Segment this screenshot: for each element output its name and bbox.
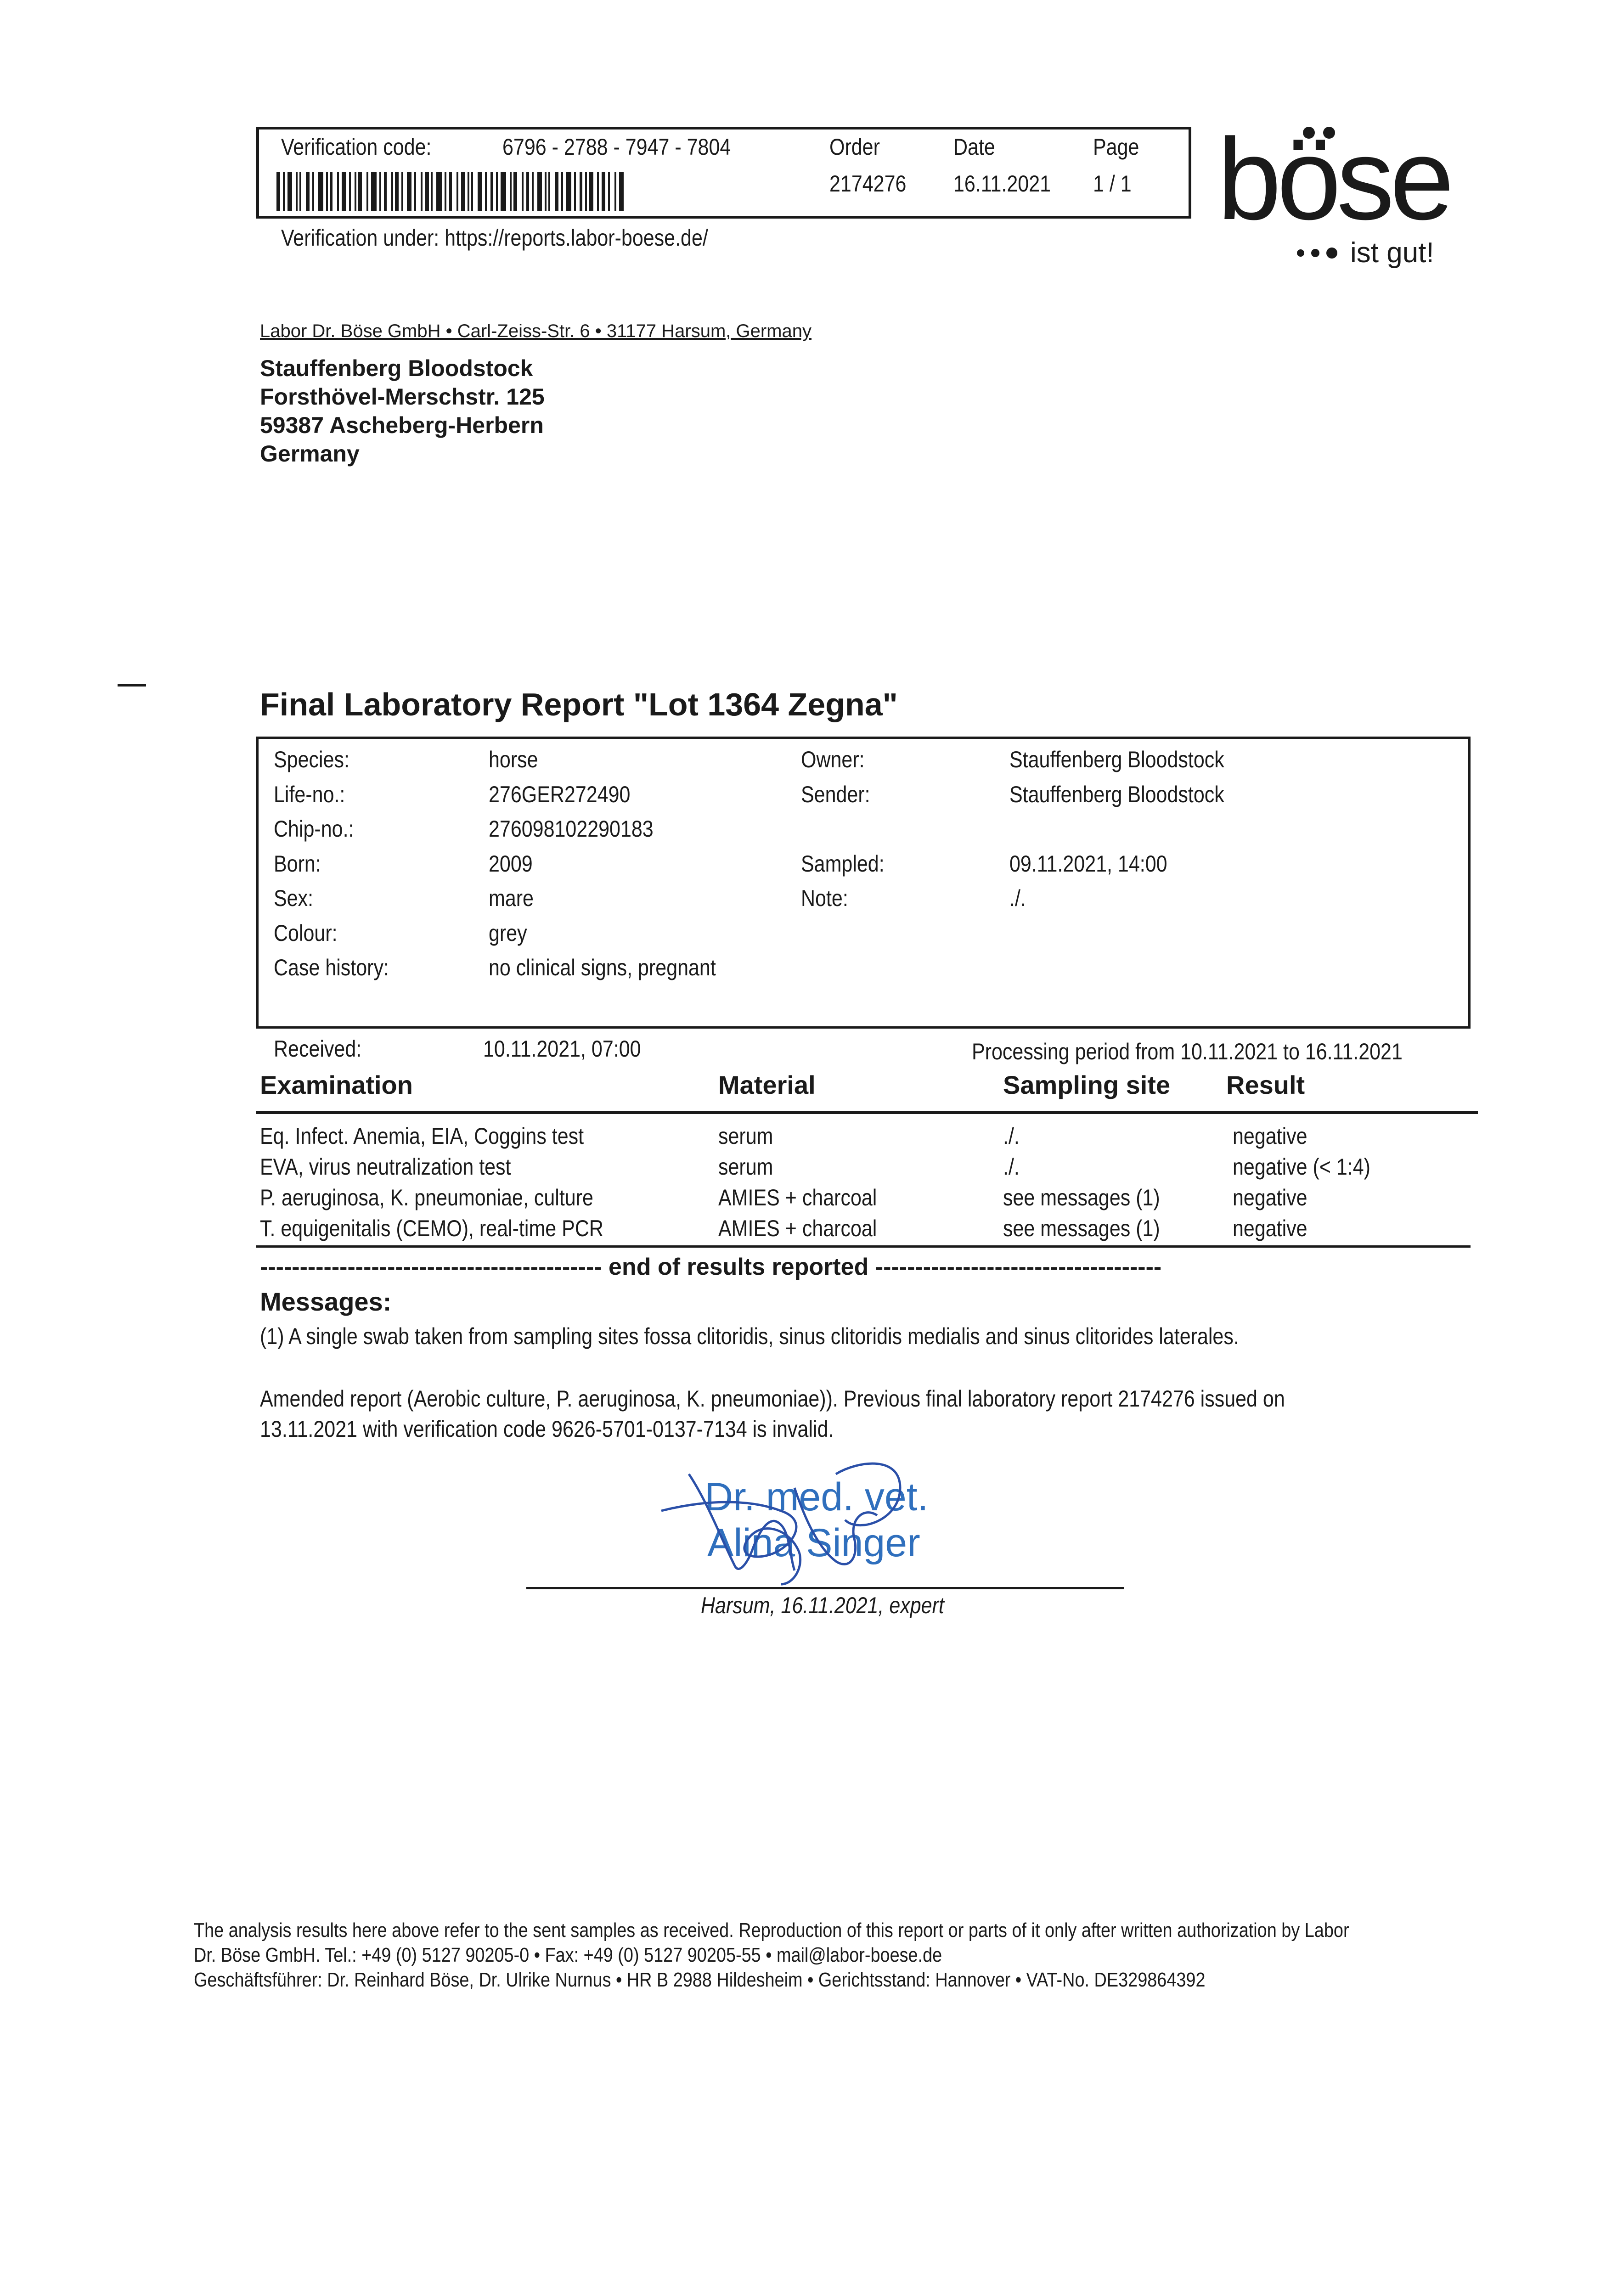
amendment-line-1: Amended report (Aerobic culture, P. aeruginosa, K. pneumoniae)). Previous final laboratory report 2174276 issued on (260, 1386, 1285, 1412)
footer-line-3: Geschäftsführer: Dr. Reinhard Böse, Dr. Ulrike Nurnus • HR B 2988 Hildesheim • Gerichtsstand: Hannover • VAT-No. DE329864392 (194, 1969, 1206, 1991)
boese-logo (1217, 117, 1474, 269)
logo-wordmark: böse (1217, 117, 1450, 244)
sender-value: Stauffenberg Bloodstock (1009, 782, 1224, 807)
slogan-dot-3 (1326, 248, 1337, 259)
recipient-line-4: Germany (260, 441, 360, 467)
case-history-label: Case history: (274, 955, 389, 980)
slogan-dot-2 (1311, 249, 1319, 257)
signature-line (526, 1587, 1124, 1589)
row2-examination: EVA, virus neutralization test (260, 1154, 511, 1180)
page-label: Page (1093, 134, 1139, 160)
sex-value: mare (489, 885, 534, 911)
row2-result: negative (< 1:4) (1233, 1154, 1370, 1180)
date-value: 16.11.2021 (953, 171, 1051, 197)
owner-value: Stauffenberg Bloodstock (1009, 747, 1224, 772)
colour-value: grey (489, 920, 527, 946)
footer-line-1: The analysis results here above refer to the sent samples as received. Reproduction of this report or parts of it only after written authorization by Labor (194, 1919, 1349, 1941)
recipient-line-1: Stauffenberg Bloodstock (260, 355, 533, 381)
row4-material: AMIES + charcoal (718, 1216, 877, 1241)
col-header-result: Result (1226, 1070, 1305, 1099)
row1-examination: Eq. Infect. Anemia, EIA, Coggins test (260, 1123, 584, 1149)
col-header-examination: Examination (260, 1070, 413, 1099)
born-label: Born: (274, 851, 321, 877)
note-value: ./. (1009, 885, 1026, 911)
species-value: horse (489, 747, 538, 772)
signature-caption: Harsum, 16.11.2021, expert (701, 1593, 944, 1618)
recipient-line-3: 59387 Ascheberg-Herbern (260, 412, 544, 438)
signature-name-line-2: Alina Singer (707, 1521, 920, 1565)
amendment-line-2: 13.11.2021 with verification code 9626-5701-0137-7134 is invalid. (260, 1416, 834, 1442)
sampled-label: Sampled: (801, 851, 885, 877)
species-label: Species: (274, 747, 349, 772)
fold-mark (118, 684, 146, 687)
verification-label: Verification code: (281, 134, 432, 160)
row3-result: negative (1233, 1185, 1307, 1210)
row4-result: negative (1233, 1216, 1307, 1241)
row1-sampling-site: ./. (1003, 1123, 1020, 1149)
logo-graphic (1217, 117, 1474, 269)
row3-examination: P. aeruginosa, K. pneumoniae, culture (260, 1185, 593, 1210)
col-header-material: Material (718, 1070, 816, 1099)
slogan-dot-1 (1297, 249, 1304, 257)
received-value: 10.11.2021, 07:00 (483, 1036, 641, 1062)
order-label: Order (829, 134, 880, 160)
verification-code: 6796 - 2788 - 7947 - 7804 (502, 134, 731, 160)
colour-label: Colour: (274, 920, 338, 946)
message-1: (1) A single swab taken from sampling sites fossa clitoridis, sinus clitoridis medialis and sinus clitorides laterales. (260, 1323, 1239, 1349)
signature-stroke-1 (661, 1502, 800, 1584)
sender-line: Labor Dr. Böse GmbH • Carl-Zeiss-Str. 6 • 31177 Harsum, Germany (260, 321, 812, 341)
row4-sampling-site: see messages (1) (1003, 1216, 1160, 1241)
table-bottom-rule (256, 1245, 1471, 1248)
row2-sampling-site: ./. (1003, 1154, 1020, 1180)
end-of-results-line: ------------------------------------------- end of results reported ------------------------------------ (260, 1254, 1162, 1280)
chip-no-value: 276098102290183 (489, 816, 654, 842)
chip-no-label: Chip-no.: (274, 816, 354, 842)
row1-result: negative (1233, 1123, 1307, 1149)
report-title: Final Laboratory Report "Lot 1364 Zegna" (260, 687, 898, 722)
row3-material: AMIES + charcoal (718, 1185, 877, 1210)
note-label: Note: (801, 885, 848, 911)
life-no-label: Life-no.: (274, 782, 345, 807)
handwritten-signature (643, 1446, 937, 1603)
received-label: Received: (274, 1036, 362, 1062)
sampled-value: 09.11.2021, 14:00 (1009, 851, 1167, 877)
row4-examination: T. equigenitalis (CEMO), real-time PCR (260, 1216, 603, 1241)
case-history-value: no clinical signs, pregnant (489, 955, 716, 980)
row1-material: serum (718, 1123, 773, 1149)
date-label: Date (953, 134, 995, 160)
sex-label: Sex: (274, 885, 314, 911)
col-header-sampling-site: Sampling site (1003, 1070, 1171, 1099)
born-value: 2009 (489, 851, 533, 877)
signature-stroke-2 (689, 1474, 795, 1570)
recipient-line-2: Forsthövel-Merschstr. 125 (260, 384, 545, 410)
order-value: 2174276 (829, 171, 907, 197)
sender-label: Sender: (801, 782, 870, 807)
footer-line-2: Dr. Böse GmbH. Tel.: +49 (0) 5127 90205-0 • Fax: +49 (0) 5127 90205-55 • mail@labor-boese.de (194, 1944, 942, 1966)
row3-sampling-site: see messages (1) (1003, 1185, 1160, 1210)
signature-stroke-4 (836, 1463, 900, 1525)
messages-title: Messages: (260, 1287, 392, 1316)
life-no-value: 276GER272490 (489, 782, 631, 807)
barcode (276, 172, 624, 211)
page-value: 1 / 1 (1093, 171, 1132, 197)
row2-material: serum (718, 1154, 773, 1180)
logo-slogan: ist gut! (1350, 237, 1434, 269)
owner-label: Owner: (801, 747, 865, 772)
table-header-rule (256, 1111, 1478, 1114)
verification-url: Verification under: https://reports.labor-boese.de/ (281, 225, 708, 251)
processing-period: Processing period from 10.11.2021 to 16.11.2021 (972, 1039, 1403, 1064)
signature-name-line-1: Dr. med. vet. (704, 1475, 929, 1519)
